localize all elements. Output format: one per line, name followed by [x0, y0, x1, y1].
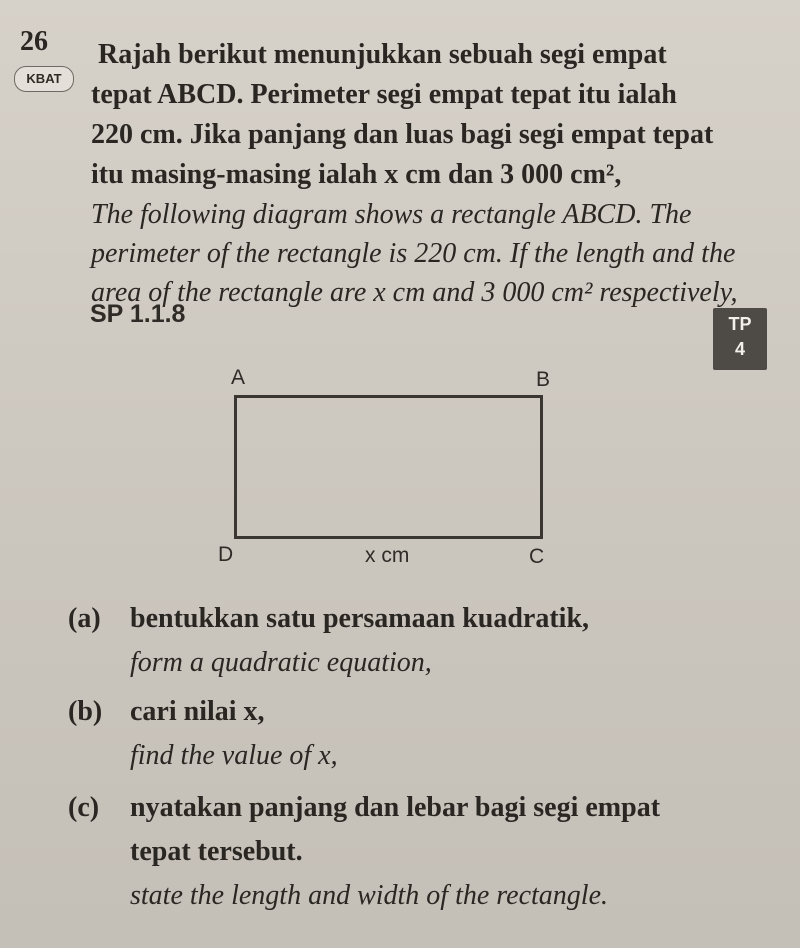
question-text-bm-1: Rajah berikut menunjukkan sebuah segi empat [98, 39, 667, 70]
tp-label: TP [728, 314, 752, 334]
sp-code: SP 1.1.8 [90, 300, 186, 328]
vertex-b-label: B [536, 368, 551, 391]
kbat-badge: KBAT [14, 66, 74, 92]
question-text-bm-3: 220 cm. Jika panjang dan luas bagi segi empat tepat [91, 119, 714, 150]
part-c-text-en: state the length and width of the rectangle. [130, 880, 608, 911]
question-text-en-2: perimeter of the rectangle is 220 cm. If the length and the [91, 238, 736, 269]
part-a-text-en: form a quadratic equation, [130, 647, 432, 678]
question-text-bm-2: tepat ABCD. Perimeter segi empat tepat itu ialah [91, 79, 677, 110]
vertex-d-label: D [218, 543, 234, 566]
part-c-text-bm: nyatakan panjang dan lebar bagi segi empat [130, 792, 661, 823]
rectangle-abcd [234, 395, 543, 539]
question-text-en-1: The following diagram shows a rectangle ABCD. The [91, 199, 692, 230]
question-number: 26 [20, 26, 48, 57]
part-c-label: (c) [68, 792, 100, 823]
tp-level: 4 [734, 339, 745, 359]
part-b-text-en: find the value of x, [130, 740, 338, 771]
tp-badge [713, 308, 767, 370]
question-text-en-3: area of the rectangle are x cm and 3 000 cm² respectively, [91, 277, 738, 308]
part-b-text-bm: cari nilai x, [130, 696, 265, 727]
part-a-text-bm: bentukkan satu persamaan kuadratik, [130, 603, 590, 634]
part-a-label: (a) [68, 603, 101, 634]
part-b-label: (b) [68, 696, 103, 727]
question-text-bm-4: itu masing-masing ialah x cm dan 3 000 cm², [91, 159, 622, 190]
vertex-c-label: C [529, 545, 545, 568]
vertex-a-label: A [231, 366, 246, 389]
length-label: x cm [365, 544, 410, 567]
part-c-text-bm-2: tepat tersebut. [130, 836, 303, 867]
